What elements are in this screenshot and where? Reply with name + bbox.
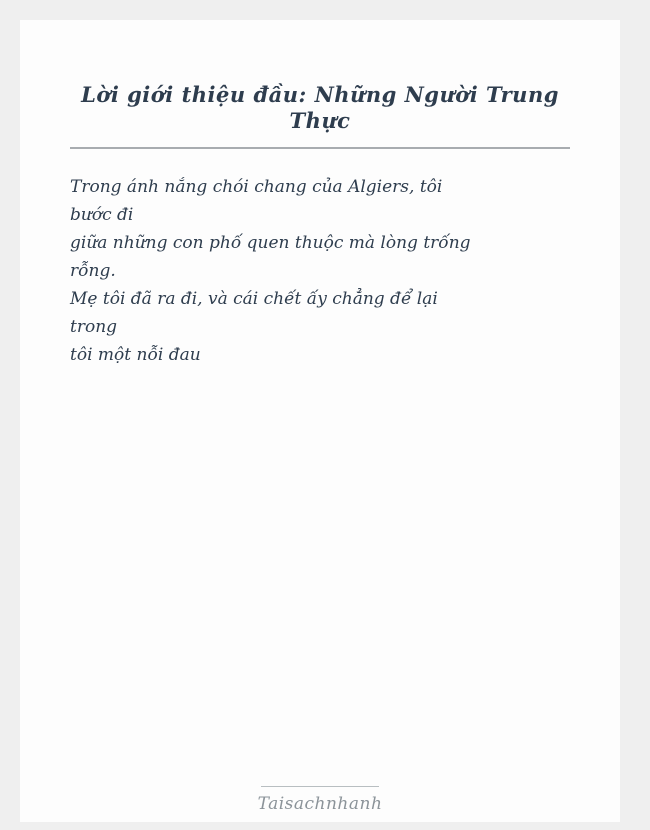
page-content <box>20 82 620 369</box>
body-line: giữa những con phố quen thuộc mà lòng trống <box>70 233 471 253</box>
chapter-title: Lời giới thiệu đầu: Những Người Trung Thực <box>81 82 559 133</box>
page-footer <box>20 786 620 814</box>
body-line: rỗng. <box>70 261 116 281</box>
footer-divider <box>261 786 379 787</box>
book-page <box>20 20 620 822</box>
title-divider <box>70 147 570 149</box>
body-line: trong <box>70 317 118 337</box>
body-line: tôi một nỗi đau <box>70 345 201 365</box>
body-line: Mẹ tôi đã ra đi, và cái chết ấy chẳng để lại <box>70 289 438 309</box>
body-line: Trong ánh nắng chói chang của Algiers, tôi <box>70 177 443 197</box>
body-line: bước đi <box>70 205 134 225</box>
footer-watermark: Taisachnhanh <box>257 794 383 814</box>
body-paragraph <box>70 173 570 369</box>
